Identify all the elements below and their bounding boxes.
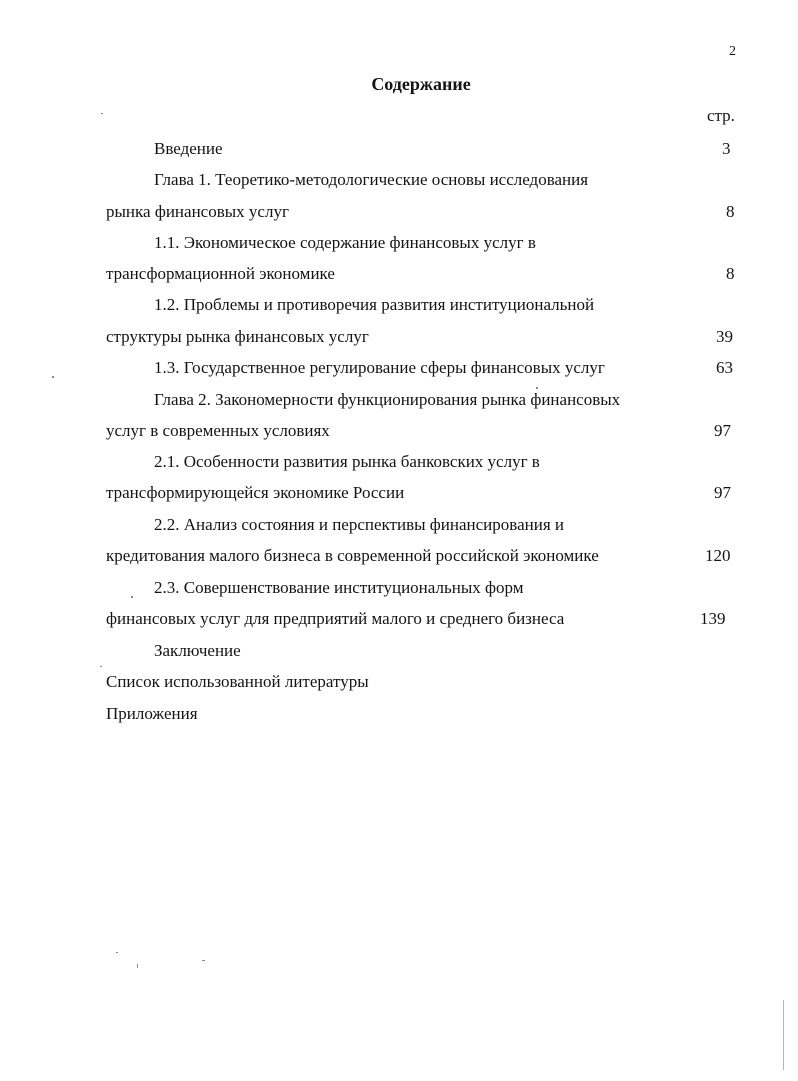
toc-section-2-1-line1: 2.1. Особенности развития рынка банковских услуг в [154, 452, 540, 471]
toc-section-1-1-line2: трансформационной экономике [106, 264, 335, 283]
scan-edge-mark [783, 1000, 784, 1070]
toc-chapter-2-line1: Глава 2. Закономерности функционирования рынка финансовых [154, 390, 621, 409]
scan-speck [52, 376, 54, 378]
toc-section-2-1-line2: трансформирующейся экономике России [106, 483, 405, 502]
toc-chapter-2-page: 97 [714, 421, 731, 440]
toc-introduction-page: 3 [722, 139, 731, 158]
scan-speck [536, 387, 538, 389]
scan-speck [116, 952, 118, 953]
toc-chapter-1-line1: Глава 1. Теоретико-методологические основы исследования [154, 170, 589, 189]
scan-speck [100, 666, 102, 667]
toc-section-1-2-line1: 1.2. Проблемы и противоречия развития институциональной [154, 295, 595, 314]
scan-speck [101, 113, 103, 114]
scan-speck [137, 964, 138, 968]
toc-section-1-3-page: 63 [716, 358, 733, 377]
page-number: 2 [729, 44, 736, 59]
toc-section-1-2-line2: структуры рынка финансовых услуг [106, 327, 369, 346]
toc-section-1-1-page: 8 [726, 264, 735, 283]
toc-chapter-1-page: 8 [726, 202, 735, 221]
toc-section-2-1-page: 97 [714, 483, 731, 502]
toc-section-2-2-page: 120 [705, 546, 731, 565]
toc-section-2-2-line1: 2.2. Анализ состояния и перспективы финансирования и [154, 515, 564, 534]
toc-appendices-text: Приложения [106, 704, 198, 723]
toc-conclusion-text: Заключение [154, 641, 241, 660]
page-title: Содержание [371, 74, 471, 94]
toc-chapter-2-line2: услуг в современных условиях [106, 421, 330, 440]
toc-references-text: Список использованной литературы [106, 672, 369, 691]
toc-section-2-2-line2: кредитования малого бизнеса в современной российской экономике [106, 546, 599, 565]
pages-column-header: стр. [707, 106, 735, 125]
toc-section-2-3-line1: 2.3. Совершенствование институциональных форм [154, 578, 524, 597]
toc-section-2-3-page: 139 [700, 609, 726, 628]
toc-introduction-text: Введение [154, 139, 223, 158]
toc-section-1-2-page: 39 [716, 327, 733, 346]
toc-chapter-1-line2: рынка финансовых услуг [106, 202, 289, 221]
toc-section-2-3-line2: финансовых услуг для предприятий малого и среднего бизнеса [106, 609, 565, 628]
toc-section-1-1-line1: 1.1. Экономическое содержание финансовых услуг в [154, 233, 536, 252]
scan-speck [131, 596, 133, 598]
toc-section-1-3-line1: 1.3. Государственное регулирование сферы финансовых услуг [154, 358, 605, 377]
scan-speck [202, 960, 205, 961]
